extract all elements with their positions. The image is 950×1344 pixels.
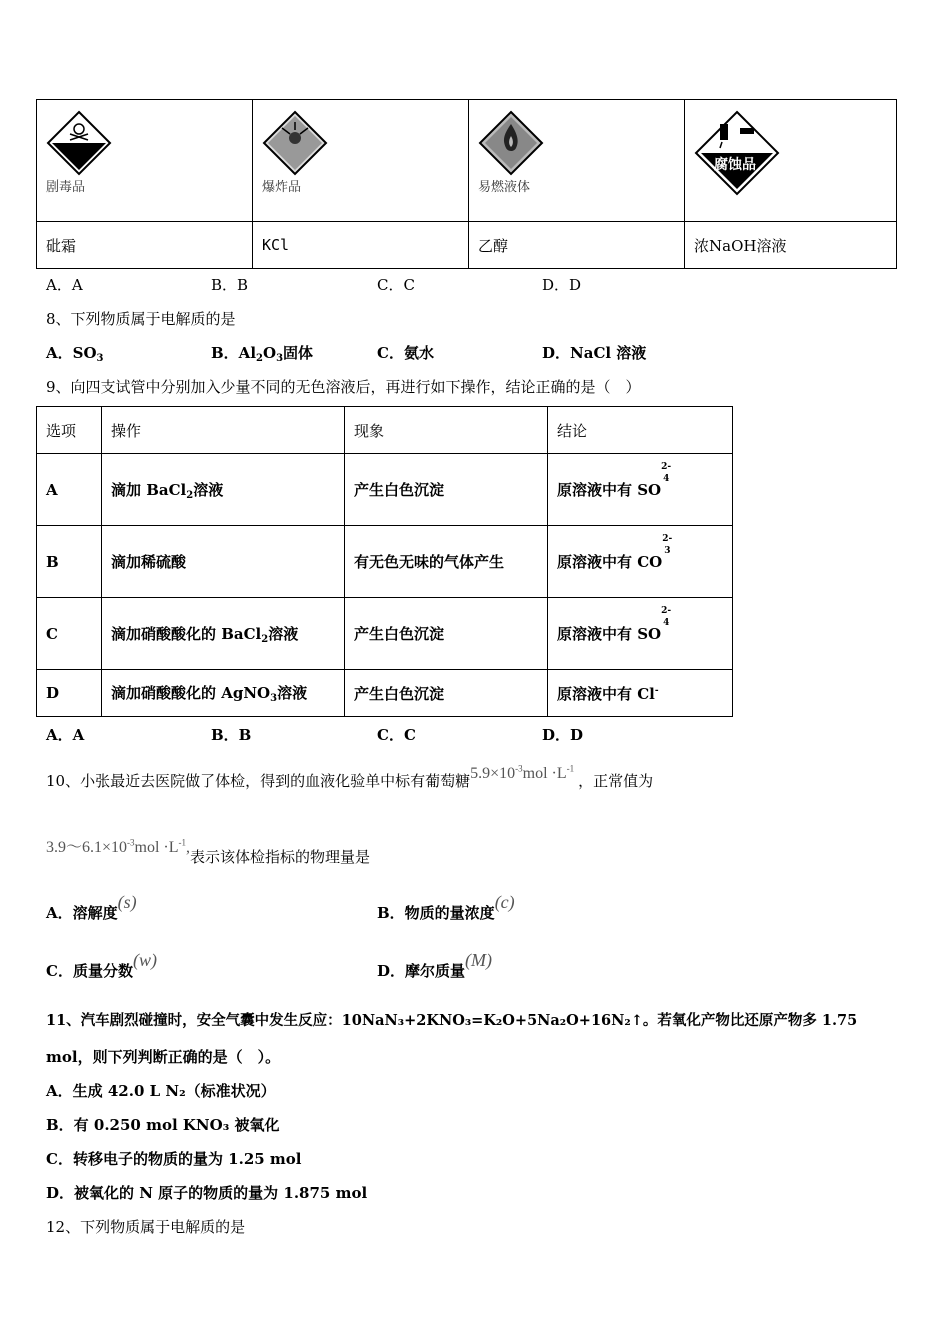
q9-header-cell: 操作 [102,407,345,454]
q10-stem-line2 [46,834,371,866]
q10-range-unit: mol ·L [134,839,179,856]
hazard-label: 爆炸品 [262,180,302,195]
q9-opt-cell: C [37,598,102,670]
q9-option-d[interactable]: D．D [542,726,584,744]
q8-option-a-sub: 3 [96,353,104,364]
substance-cell: 乙醇 [469,222,685,269]
hazard-label: 腐蚀品 [714,157,756,173]
q9-op-cell [102,598,345,670]
explosive-icon [262,110,328,176]
q10-option-d-symbol: (M) [465,950,492,970]
q9-header-cell: 结论 [548,407,733,454]
q9-concl-cell [548,670,733,717]
ion-charge: 2- [661,462,672,472]
q9-concl-text: 原溶液中有 Cl [557,684,655,703]
q8-option-b-text: B．Al [211,344,257,362]
q9-op-cell [102,454,345,526]
q8-option-d[interactable]: D．NaCl 溶液 [542,344,647,362]
ion-number: 4 [663,618,670,628]
ion-charge: - [654,685,659,696]
q10-option-a-symbol: (s) [117,892,137,912]
hazard-table [36,99,897,269]
q10-option-d[interactable] [377,950,492,980]
q10-option-c-label: C．质量分数 [46,962,133,980]
q11-stem-line1: 11、汽车剧烈碰撞时，安全气囊中发生反应：10NaN₃+2KNO₃=K₂O+5Na₂O+16N₂↑。若氧化产物比还原产物多 1.75 [46,1012,858,1029]
q10-option-c-symbol: (w) [132,950,157,970]
q7-option-a[interactable]: A．A [46,276,83,294]
q12-stem: 12、下列物质属于电解质的是 [46,1218,246,1236]
q8-option-b-suffix: 固体 [283,344,314,362]
q9-phen-cell: 产生白色沉淀 [345,598,548,670]
q9-op-post: 溶液 [193,480,224,499]
q10-range-exp: -3 [127,837,135,848]
q9-opt-cell: D [37,670,102,717]
q10-stem-text: 10、小张最近去医院做了体检，得到的血液化验单中标有葡萄糖 [46,772,471,790]
corrosive-icon [694,110,780,196]
q11-stem-line2: mol，则下列判断正确的是（ ）。 [46,1048,281,1066]
table-row [37,526,733,598]
q8-option-b-sub2: 3 [276,353,284,364]
ion-charge: 2- [662,534,673,544]
q11-option-c[interactable]: C．转移电子的物质的量为 1.25 mol [46,1150,302,1168]
q9-concl-text: 原溶液中有 SO [557,625,662,643]
q9-op-text: 滴加 BaCl [111,480,187,499]
flammable-liquid-icon [478,110,544,176]
q10-option-a[interactable] [46,892,137,922]
q7-option-c[interactable]: C．C [377,276,415,294]
q10-range-unit-exp: -1 [178,837,187,848]
q10-stem-line1 [46,762,654,790]
q9-concl-cell [548,454,733,526]
q9-option-b[interactable]: B．B [211,726,252,744]
q10-option-b-label: B．物质的量浓度 [377,904,495,922]
q10-unit-exp: -1 [566,763,575,774]
q9-phen-cell: 产生白色沉淀 [345,670,548,717]
q10-value-exp: -3 [515,763,523,774]
q9-table [36,406,733,717]
q9-option-c[interactable]: C．C [377,726,416,744]
q10-value: 5.9×10 [470,765,516,782]
q9-option-a[interactable]: A．A [46,726,85,744]
q9-concl-cell [548,598,733,670]
q10-option-d-label: D．摩尔质量 [377,962,466,980]
q11-option-d[interactable]: D．被氧化的 N 原子的物质的量为 1.875 mol [46,1184,368,1202]
q7-option-b[interactable]: B．B [211,276,249,294]
substance-cell: 浓NaOH溶液 [685,222,897,269]
q9-op-text: 滴加稀硫酸 [111,553,187,571]
q9-op-sub: 2 [186,489,194,501]
q9-op-text: 滴加硝酸酸化的 AgNO [111,684,271,702]
substance-cell: KCl [253,222,469,269]
q9-op-sub: 2 [261,633,269,645]
hazard-cell [469,100,685,222]
q11-option-a[interactable]: A．生成 42.0 L N₂（标准状况） [46,1082,276,1100]
q8-option-b[interactable] [211,342,313,364]
substance-cell: 砒霜 [37,222,253,269]
ion-number: 3 [664,546,671,556]
q9-concl-text: 原溶液中有 SO [557,481,662,499]
q9-op-sub: 3 [270,693,278,704]
q10-range-formula: $3.9\sim 6.1\times 10^{-3}mol \cdot L^{-1}$, [46,837,191,856]
q10-value-formula [470,765,574,782]
q10-stem-post: ，正常值为 [578,772,654,790]
ion-charge: 2- [661,606,672,616]
ion-superscript [661,462,675,495]
table-row [37,454,733,526]
q9-op-cell [102,526,345,598]
q10-range: 3.9～6.1×10 [46,839,128,856]
q9-op-cell [102,670,345,717]
q11-option-b[interactable]: B．有 0.250 mol KNO₃ 被氧化 [46,1116,280,1134]
q9-phen-cell: 产生白色沉淀 [345,454,548,526]
q8-stem: 8、下列物质属于电解质的是 [46,310,236,328]
q8-option-a[interactable] [46,342,104,364]
q7-option-d[interactable]: D．D [542,276,582,294]
hazard-cell [37,100,253,222]
hazard-cell [253,100,469,222]
q10-option-b[interactable] [377,892,515,922]
ion-number: 4 [663,474,670,484]
table-row [37,598,733,670]
q9-phen-cell: 有无色无味的气体产生 [345,526,548,598]
q9-concl-text: 原溶液中有 CO [557,553,663,571]
q10-unit: mol ·L [522,765,567,782]
q9-op-text: 滴加硝酸酸化的 BaCl [111,624,262,643]
hazard-label: 剧毒品 [46,180,86,195]
ion-superscript [661,606,675,639]
hazard-label: 易燃液体 [478,180,531,195]
ion-superscript [662,534,676,567]
q10-option-c[interactable] [46,950,157,980]
q8-option-b-mid: O [262,344,277,362]
q9-header-cell: 选项 [37,407,102,454]
q8-option-b-sub1: 2 [256,353,263,364]
toxic-skull-icon [46,110,112,176]
q10-range-post: 表示该体检指标的物理量是 [190,848,371,866]
q9-op-post: 溶液 [277,684,308,702]
hazard-cell [685,100,897,222]
q9-stem: 9、向四支试管中分别加入少量不同的无色溶液后，再进行如下操作，结论正确的是（ ） [46,378,641,396]
q9-opt-cell: B [37,526,102,598]
q8-option-a-text: A．SO [46,344,97,362]
table-row [37,670,733,717]
q9-header-cell: 现象 [345,407,548,454]
q9-concl-cell [548,526,733,598]
q9-op-post: 溶液 [268,624,299,643]
q8-option-c[interactable]: C．氨水 [377,344,434,362]
q10-option-b-symbol: (c) [494,892,515,912]
q9-opt-cell: A [37,454,102,526]
q10-option-a-label: A．溶解度 [46,904,118,922]
